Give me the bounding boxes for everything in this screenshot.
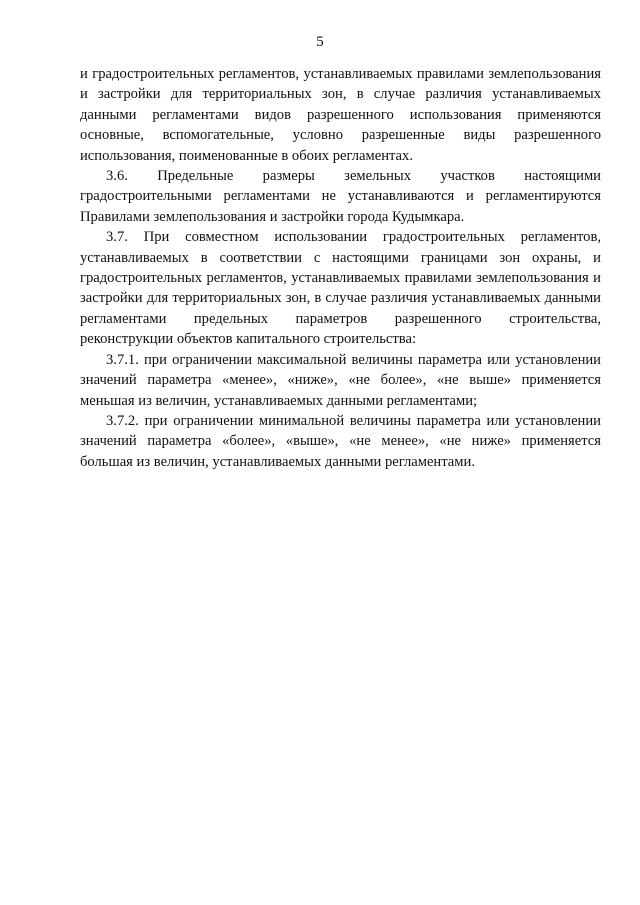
page-number: 5 — [316, 34, 324, 50]
document-body — [80, 64, 601, 472]
paragraph-3-7: 3.7. При совместном использовании градостроительных регламентов, устанавливаемых в соответствии с настоящими границами зон охраны, и градостроительных регламентов, устанавливаемых правилами землепользования и застройки для территориальных зон, в случае различия устанавливаемых данными регламентами предельных параметров разрешенного строительства, реконструкции объектов капитального строительства: — [80, 229, 601, 348]
paragraph-3-7-2: 3.7.2. при ограничении минимальной величины параметра или установлении значений параметра «более», «выше», «не менее», «не ниже» применяется большая из величин, устанавливаемых данными регламентами. — [80, 412, 601, 470]
paragraph-3-6: 3.6. Предельные размеры земельных участков настоящими градостроительными регламентами не устанавливаются и регламентируются Правилами землепользования и застройки города Кудымкара. — [80, 168, 601, 225]
paragraph-3-7-1: 3.7.1. при ограничении максимальной величины параметра или установлении значений параметра «менее», «ниже», «не более», «не выше» применяется меньшая из величин, устанавливаемых данными регламентами; — [80, 351, 601, 409]
paragraph-continuation: и градостроительных регламентов, устанавливаемых правилами землепользования и застройки для территориальных зон, в случае различия устанавливаемых данными регламентами видов разрешенного использования применяются основные, вспомогательные, условно разрешенные виды разрешенного использования, поименованные в обоих регламентах. — [80, 66, 601, 164]
